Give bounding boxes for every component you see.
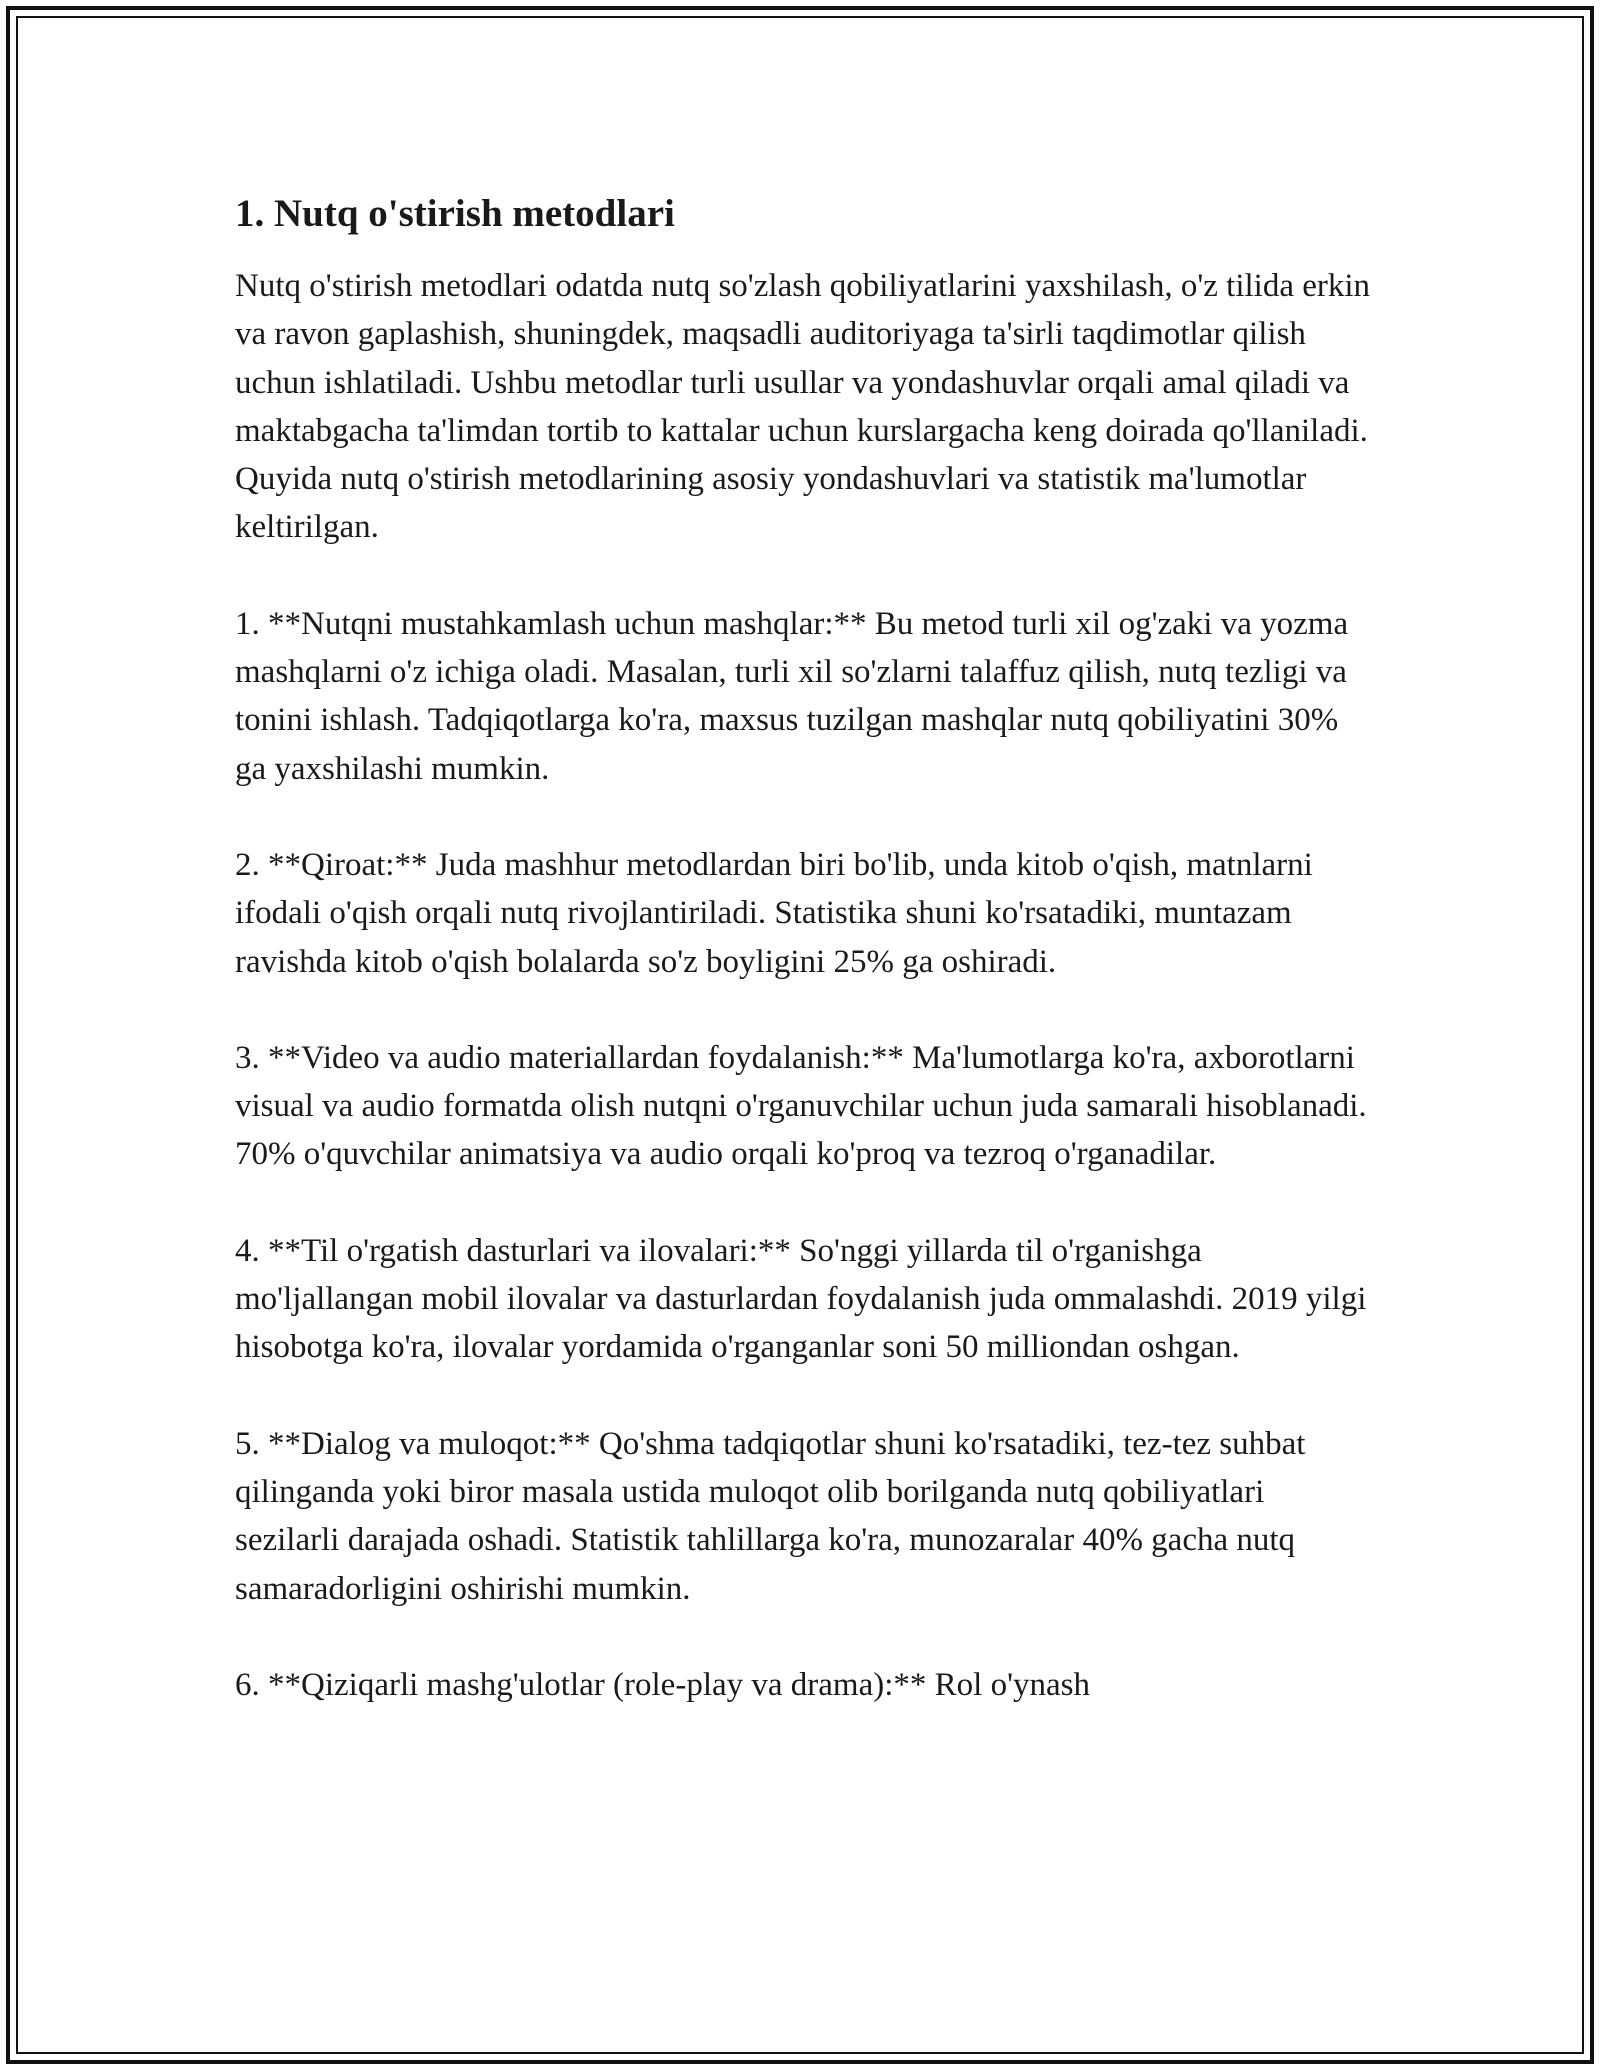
list-item-paragraph: 3. **Video va audio materiallardan foydalanish:** Ma'lumotlarga ko'ra, axborotlarni visual va audio formatda olish nutqni o'rganuvchilar uchun juda samarali hisoblanadi. 70% o'quvchilar animatsiya va audio orqali ko'proq va tezroq o'rganadilar. (235, 1039, 1367, 1173)
list-item-paragraph: 6. **Qiziqarli mashg'ulotlar (role-play va drama):** Rol o'ynash (235, 1666, 1091, 1703)
list-item-paragraph: 5. **Dialog va muloqot:** Qo'shma tadqiqotlar shuni ko'rsatadiki, tez-tez suhbat qilinganda yoki biror masala ustida muloqot olib borilganda nutq qobiliyatlari sezilarli darajada oshadi. Statistik tahlillarga ko'ra, munozaralar 40% gacha nutq samaradorligini oshirishi mumkin. (235, 1425, 1306, 1607)
list-item-paragraph: 2. **Qiroat:** Juda mashhur metodlardan biri bo'lib, unda kitob o'qish, matnlarni ifodali o'qish orqali nutq rivojlantiriladi. Statistika shuni ko'rsatadiki, muntazam ravishda kitob o'qish bolalarda so'z boyligini 25% ga oshiradi. (235, 846, 1313, 980)
intro-paragraph: Nutq o'stirish metodlari odatda nutq so'zlash qobiliyatlarini yaxshilash, o'z tilida erkin va ravon gaplashish, shuningdek, maqsadli auditoriyaga ta'sirli taqdimotlar qilish uchun ishlatiladi. Ushbu metodlar turli usullar va yondashuvlar orqali amal qiladi va maktabgacha ta'limdan tortib to kattalar uchun kurslargacha keng doirada qo'llaniladi. Quyida nutq o'stirish metodlarining asosiy yondashuvlari va statistik ma'lumotlar keltirilgan. (235, 268, 1371, 546)
document-body (235, 186, 1375, 1757)
document-heading: 1. Nutq o'stirish metodlari (235, 192, 675, 235)
list-item-paragraph: 4. **Til o'rgatish dasturlari va ilovalari:** So'nggi yillarda til o'rganishga mo'ljallangan mobil ilovalar va dasturlardan foydalanish juda ommalashdi. 2019 yilgi hisobotga ko'ra, ilovalar yordamida o'rganganlar soni 50 milliondan oshgan. (235, 1232, 1367, 1366)
list-item-paragraph: 1. **Nutqni mustahkamlash uchun mashqlar:** Bu metod turli xil og'zaki va yozma mashqlarni o'z ichiga oladi. Masalan, turli xil so'zlarni talaffuz qilish, nutq tezligi va tonini ishlash. Tadqiqotlarga ko'ra, maxsus tuzilgan mashqlar nutq qobiliyatini 30% ga yaxshilashi mumkin. (235, 605, 1349, 787)
